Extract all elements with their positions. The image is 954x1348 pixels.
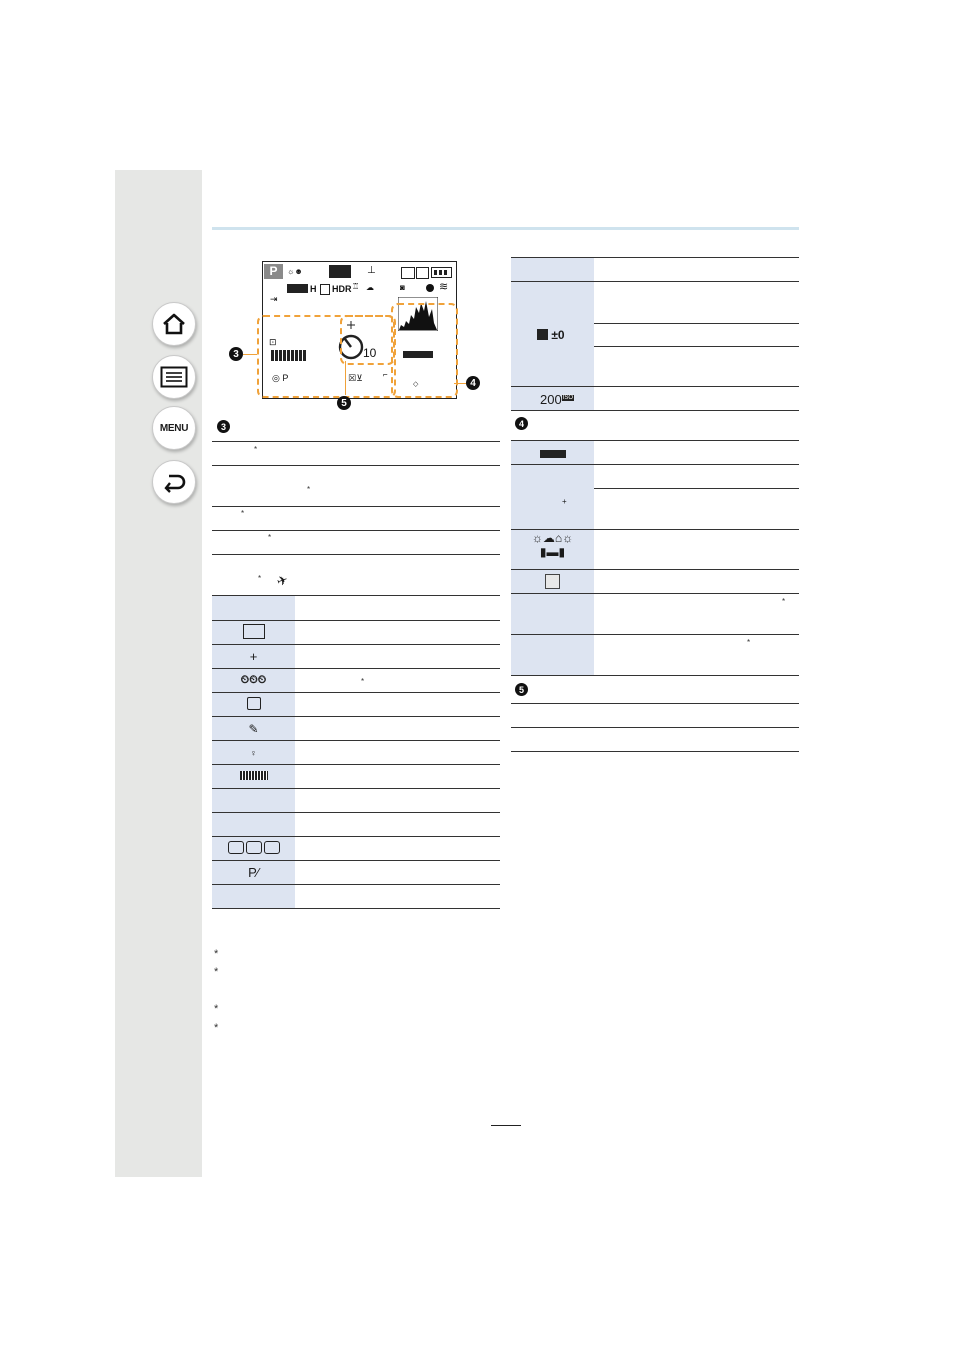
level-meter-icon [240, 771, 268, 780]
list-icon [160, 366, 188, 388]
table-row [212, 596, 500, 621]
footnote-star: * [268, 533, 272, 542]
callout-5-marker: 5 [337, 396, 351, 410]
area-4-selection [391, 303, 458, 398]
remaining-icon [416, 267, 429, 279]
plus-cross-icon: + [249, 649, 258, 664]
zoom-mic-icon: ♀ [250, 747, 257, 758]
section-5-marker: 5 [515, 683, 528, 696]
iso-value: 200 [540, 392, 562, 407]
left-icon-table [212, 596, 500, 909]
metering-spot-icon [264, 841, 280, 854]
white-balance-icons: ☼☁⌂☼ ▮▬▮ [531, 531, 574, 559]
exposure-meter-cell-icon [540, 450, 566, 458]
self-timer-icons: ⏲⏲⏲ [240, 674, 267, 686]
focus-plus-icon: + [562, 497, 567, 506]
table-row [212, 813, 500, 837]
hdr-icon: HDR [332, 284, 352, 294]
table-row [212, 765, 500, 789]
flash-icon [320, 284, 330, 295]
callout-4-marker: 4 [466, 376, 480, 390]
footnote-star: * [241, 509, 245, 518]
battery-icon [431, 267, 452, 278]
back-button[interactable] [152, 460, 196, 504]
table-row [212, 717, 500, 741]
table-row [212, 861, 500, 885]
card-icon [401, 267, 415, 279]
table-rule [212, 506, 500, 507]
style-icon: ☼☻ [287, 267, 303, 276]
airplane-icon: ✈ [274, 571, 290, 590]
table-row [212, 693, 500, 717]
footnote-marker: * [214, 966, 219, 978]
table-row [212, 621, 500, 645]
section-3-heading [217, 420, 236, 433]
size-icon: H [310, 284, 317, 294]
menu-button-label: MENU [159, 422, 189, 434]
footnote-star: * [254, 445, 258, 454]
section-4-heading [515, 417, 534, 430]
wind-cut-screen-icon: ⊡ [269, 337, 277, 347]
contents-button[interactable] [152, 355, 196, 399]
home-button[interactable] [152, 302, 196, 346]
table-rule [594, 488, 799, 489]
table-rule [511, 281, 799, 282]
table-rule [212, 530, 500, 531]
self-timer-count: 10 [363, 346, 377, 360]
callout-4-leader [454, 383, 466, 384]
metering-center-icon [246, 841, 262, 854]
footnote-marker: * [214, 948, 219, 960]
record-icon [426, 284, 434, 292]
program-shift-icon: P⁄ [248, 865, 259, 880]
color-swatch-icon [545, 574, 560, 589]
table-rule [594, 346, 799, 347]
table-row [212, 741, 500, 765]
table-rule [511, 386, 799, 387]
exposure-comp-screen-icon: ☒⊻ [348, 373, 363, 383]
stabilizer-icon: ◙ [400, 283, 405, 292]
callout-3-marker: 3 [229, 347, 243, 361]
table-rule [594, 323, 799, 324]
table-row [212, 789, 500, 813]
area-5-selection [340, 315, 395, 365]
table-rule [212, 554, 500, 555]
section-5-heading [515, 683, 534, 696]
table-rule [212, 465, 500, 466]
exposure-comp-icon [537, 329, 548, 340]
exposure-comp-cell [537, 328, 565, 342]
aspect-icon: ⊥ [367, 265, 376, 276]
table-row [212, 885, 500, 909]
footnote-star: * [782, 597, 786, 606]
table-rule [511, 464, 799, 465]
microphone-icon: ✎ [248, 721, 259, 736]
footnote-marker: * [214, 1003, 219, 1015]
table-rule [212, 441, 500, 442]
iso-tag: ISO [562, 394, 574, 401]
mode-badge: P [264, 264, 283, 279]
table-row [212, 837, 500, 861]
footnote-star: * [258, 574, 262, 583]
frame-icon [243, 624, 265, 639]
bracket-icon: ♖ [352, 282, 360, 291]
table-row: ⏲⏲⏲ * [212, 669, 500, 693]
table-rule [511, 727, 799, 728]
home-icon [161, 312, 187, 336]
iso-cell [540, 392, 574, 407]
rec-format-icon [329, 265, 351, 278]
table-rule [511, 751, 799, 752]
table-rule [511, 675, 799, 676]
quality-icon [287, 284, 308, 293]
table-row [212, 645, 500, 669]
table-rule [511, 703, 799, 704]
section-3-marker: 3 [217, 420, 230, 433]
footnote-star: * [747, 638, 751, 647]
table-rule [511, 410, 799, 411]
page-number-underline [491, 1117, 521, 1126]
input-icon: ⇥ [270, 294, 278, 304]
exposure-comp-value: ±0 [551, 328, 565, 342]
footnote-star: * [307, 485, 311, 494]
table-rule [511, 634, 799, 635]
footnote-marker: * [214, 1022, 219, 1034]
section-4-marker: 4 [515, 417, 528, 430]
wifi-icon: ≋ [439, 281, 449, 293]
cloud-icon: ☁ [366, 283, 374, 292]
table-rule [511, 529, 799, 530]
menu-button[interactable] [152, 406, 196, 450]
header-rule [212, 227, 799, 230]
table-rule [511, 593, 799, 594]
small-diamond-icon: ◇ [413, 381, 419, 388]
metering-screen-icon: ◎ P [272, 373, 289, 383]
wind-cut-icon [247, 697, 261, 710]
callout-3-leader [243, 354, 257, 355]
return-icon [161, 471, 187, 493]
callout-5-leader [345, 361, 346, 395]
metering-multi-icon [228, 841, 244, 854]
table-rule [511, 569, 799, 570]
bracket-screen-icon: ⌐ [383, 370, 388, 379]
